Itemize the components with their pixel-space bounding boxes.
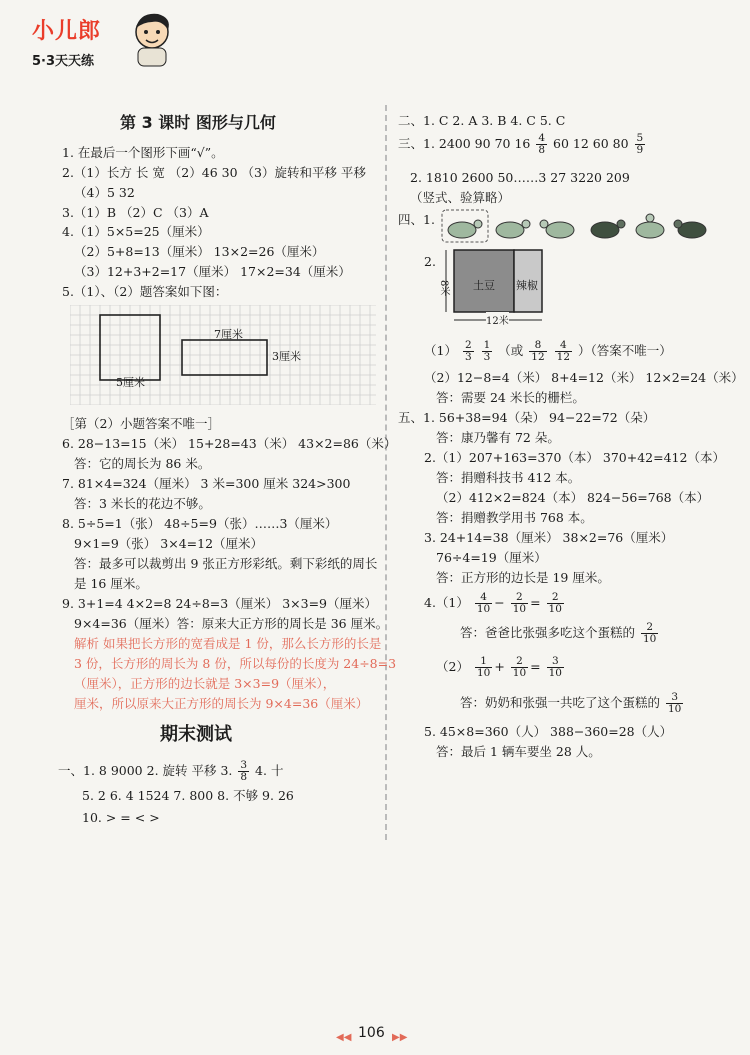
answer-line: （4）5 32 <box>74 185 135 200</box>
grid-label-5cm: 5厘米 <box>116 376 145 389</box>
answer-line: ［第（2）小题答案不唯一］ <box>62 416 220 431</box>
page-number: 106 <box>358 1025 385 1041</box>
answer-line: 8. 5÷5=1（张） 48÷5=9（张）……3（厘米） <box>62 516 338 531</box>
answer-text: （或 <box>498 343 524 358</box>
fraction: $\frac{2}{10}$ <box>643 621 657 645</box>
answer-line: （3）12+3+2=17（厘米） 17×2=34（厘米） <box>74 264 351 279</box>
answer-line: 9×1=9（张） 3×4=12（厘米） <box>74 536 264 551</box>
turtle-icon <box>674 220 706 238</box>
answer-line: 4.（1）5×5=25（厘米） <box>62 224 210 239</box>
answer-line: 3.（1）B （2）C （3）A <box>62 205 209 220</box>
turtle-row <box>440 208 710 244</box>
fraction: $\frac{3}{10}$ <box>668 691 682 715</box>
answer-line: 答：康乃馨有 72 朵。 <box>436 430 560 445</box>
fraction: $\frac{4}{12}$ <box>556 339 571 363</box>
answer-line: 二、1. C 2. A 3. B 4. C 5. C <box>398 113 566 128</box>
answer-line: 76÷4=19（厘米） <box>436 550 547 565</box>
field-side-length: 8米 <box>438 280 449 297</box>
answer-text: （1） <box>424 343 457 358</box>
answer-text: 三、1. 2400 90 70 16 <box>398 136 531 151</box>
column-divider <box>385 105 387 840</box>
turtle-icon <box>540 220 574 238</box>
fraction: $\frac{4}{10}$ <box>476 591 491 615</box>
analysis-line: 解析 如果把长方形的宽看成是 1 份，那么长方形的长是 <box>74 636 382 651</box>
answer-line: 4.（1） $\frac{4}{10}$ − $\frac{2}{10}$ = $\frac{2}{10}$ <box>424 591 562 615</box>
field-bottom-length: 12米 <box>486 312 509 327</box>
grid-lines <box>70 305 376 405</box>
fraction: $\frac{5}{9}$ <box>636 132 644 156</box>
answer-line: 10. > = < > <box>82 810 160 825</box>
turtle-icon <box>448 220 482 238</box>
answer-text: 答：奶奶和张强一共吃了这个蛋糕的 <box>460 695 661 710</box>
answer-line: 2.（1）长方 长 宽 （2）46 30 （3）旋转和平移 平移 <box>62 165 366 180</box>
mascot-icon <box>128 10 176 68</box>
answer-line: （2）12−8=4（米） 8+4=12（米） 12×2=24（米） <box>424 370 744 385</box>
grid-label-7cm: 7厘米 <box>214 328 243 341</box>
answer-line: 1. 在最后一个图形下画“√”。 <box>62 145 224 160</box>
answer-line: 5. 45×8=360（人） 388−360=28（人） <box>424 724 673 739</box>
answer-text: ）（答案不唯一） <box>578 343 672 358</box>
answer-line: 3. 24+14=38（厘米） 38×2=76（厘米） <box>424 530 674 545</box>
answer-line: 2.（1）207+163=370（本） 370+42=412（本） <box>424 450 725 465</box>
fraction: $\frac{2}{10}$ <box>512 655 527 679</box>
fraction: $\frac{2}{10}$ <box>548 591 562 615</box>
answer-text: （2） <box>436 659 469 674</box>
answer-line: （2）5+8=13（厘米） 13×2=26（厘米） <box>74 244 325 259</box>
grid-label-3cm: 3厘米 <box>272 350 301 363</box>
fraction: $\frac{3}{10}$ <box>548 655 562 679</box>
analysis-line: 3 份，长方形的周长为 8 份，所以每份的长度为 24÷8=3 <box>74 656 397 671</box>
prev-arrow-icon: ◀◀ <box>336 1032 352 1043</box>
field-label-pepper: 辣椒 <box>516 279 538 292</box>
turtle-icon <box>591 220 625 238</box>
answer-line: 7. 81×4=324（厘米） 3 米=300 厘米 324>300 <box>62 476 351 491</box>
lesson-title: 第 3 课时 图形与几何 <box>120 113 276 132</box>
answer-line: 5. 2 6. 4 1524 7. 800 8. 不够 9. 26 <box>82 788 294 803</box>
fraction: $\frac{4}{8}$ <box>538 132 546 156</box>
analysis-line: 厘米，所以原来大正方形的周长为 9×4=36（厘米） <box>74 696 369 711</box>
fraction: $\frac{2}{3}$ <box>464 339 472 363</box>
fraction: $\frac{8}{12}$ <box>531 339 545 363</box>
answer-text: 4. 十 <box>255 763 284 778</box>
answer-line: （2）412×2=824（本） 824−56=768（本） <box>436 490 710 505</box>
next-arrow-icon: ▶▶ <box>392 1032 408 1043</box>
fraction: $\frac{1}{10}$ <box>476 655 491 679</box>
answer-line: 9. 3+1=4 4×2=8 24÷8=3（厘米） 3×3=9（厘米） <box>62 596 377 611</box>
answer-line: 答：捐赠教学用书 768 本。 <box>436 510 593 525</box>
answer-line: 答：最多可以裁剪出 9 张正方形彩纸。剩下彩纸的周长 <box>74 556 378 571</box>
final-test-title: 期末测试 <box>160 724 232 745</box>
answer-line: 五、1. 56+38=94（朵） 94−22=72（朵） <box>398 410 656 425</box>
answer-text: 60 12 60 80 <box>553 136 629 151</box>
answer-line <box>460 692 685 715</box>
answer-line: 9×4=36（厘米）答：原来大正方形的周长是 36 厘米。 <box>74 616 389 631</box>
answer-line: 答：它的周长为 86 米。 <box>74 456 211 471</box>
answer-line: （竖式、验算略） <box>410 190 511 205</box>
analysis-line: （厘米），正方形的边长就是 3×3=9（厘米）， <box>74 676 336 691</box>
answer-line: 答：正方形的边长是 19 厘米。 <box>436 570 610 585</box>
answer-line <box>398 133 647 156</box>
fraction: $\frac{1}{3}$ <box>483 339 491 363</box>
answer-text: 答：爸爸比张强多吃这个蛋糕的 <box>460 625 636 640</box>
field-label-potato: 土豆 <box>473 279 495 292</box>
answer-line: （2） $\frac{1}{10}$ + $\frac{2}{10}$ = $\frac{3}{10}$ <box>436 655 562 679</box>
answer-line: 5.（1）、（2）题答案如下图： <box>62 284 228 299</box>
answer-line: 答：需要 24 米长的栅栏。 <box>436 390 585 405</box>
answer-line: 6. 28−13=15（米） 15+28=43（米） 43×2=86（米） <box>62 436 397 451</box>
answer-line: 答：3 米长的花边不够。 <box>74 496 211 511</box>
answer-line: 是 16 厘米。 <box>74 576 148 591</box>
logo-title: 小儿郎 <box>32 19 102 44</box>
answer-line: 四、1. <box>398 212 435 227</box>
answer-line: 答：捐赠科技书 412 本。 <box>436 470 581 485</box>
answer-text: 一、1. 8 9000 2. 旋转 平移 3. <box>58 763 233 778</box>
fraction: $\frac{2}{10}$ <box>512 591 527 615</box>
answer-text: 4.（1） <box>424 595 469 610</box>
answer-line: 2. 1810 2600 50……3 27 3220 209 <box>410 170 630 185</box>
grid-figure <box>70 305 376 405</box>
answer-line: 答：最后 1 辆车要坐 28 人。 <box>436 744 601 759</box>
answer-line <box>424 340 672 363</box>
logo-subtitle: 5·3天天练 <box>32 54 95 69</box>
answer-line: 2. <box>424 254 436 269</box>
turtle-icon <box>496 220 530 238</box>
fraction: $\frac{3}{8}$ <box>240 759 248 783</box>
answer-line <box>58 760 283 783</box>
turtle-icon <box>636 214 664 238</box>
answer-line <box>460 622 660 645</box>
